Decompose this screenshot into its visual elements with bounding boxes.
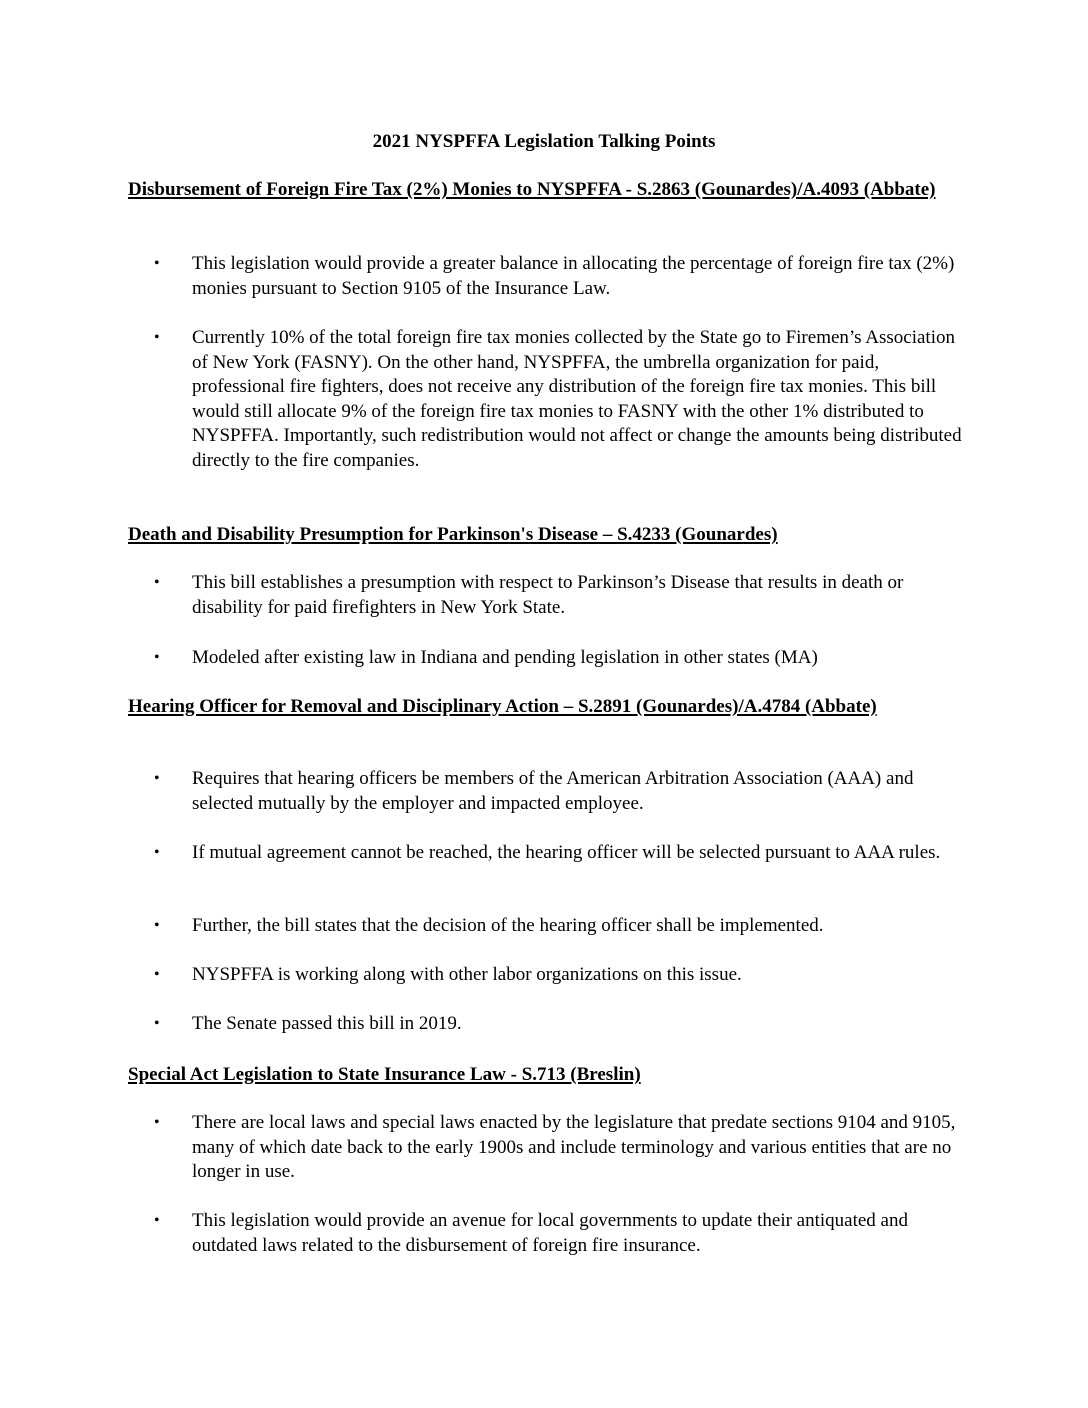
bullet-text: Requires that hearing officers be members of the American Arbitration Association (AAA) and selected mutually by the employer and impacted employee. <box>192 768 914 814</box>
section-heading-special-act: Special Act Legislation to State Insurance Law - S.713 (Breslin) <box>128 1064 641 1085</box>
list-item <box>128 326 968 473</box>
list-item <box>128 914 968 939</box>
bullet-icon: • <box>154 844 160 861</box>
bullet-text: The Senate passed this bill in 2019. <box>192 1013 462 1034</box>
list-item <box>128 963 968 988</box>
bullet-text: This legislation would provide an avenue for local governments to update their antiquated and outdated laws related to the disbursement of foreign fire insurance. <box>192 1210 908 1256</box>
bullet-text: This legislation would provide a greater balance in allocating the percentage of foreign fire tax (2%) monies pursuant to Section 9105 of the Insurance Law. <box>192 253 955 299</box>
bullet-icon: • <box>154 1114 160 1131</box>
bullet-icon: • <box>154 1212 160 1229</box>
bullet-icon: • <box>154 649 160 666</box>
bullet-text: Modeled after existing law in Indiana and pending legislation in other states (MA) <box>192 647 818 668</box>
section-heading-hearing-officer: Hearing Officer for Removal and Disciplinary Action – S.2891 (Gounardes)/A.4784 (Abbate) <box>128 696 877 717</box>
list-item <box>128 1209 968 1258</box>
list-item <box>128 1012 968 1037</box>
list-item <box>128 252 968 301</box>
bullet-text: If mutual agreement cannot be reached, the hearing officer will be selected pursuant to AAA rules. <box>192 842 941 863</box>
bullet-text: Currently 10% of the total foreign fire tax monies collected by the State go to Firemen’s Association of New York (FASNY). On the other hand, NYSPFFA, the umbrella organization for paid, professional fire fighters, does not receive any distribution of the foreign fire tax monies. This bill would still allocate 9% of the foreign fire tax monies to FASNY with the other 1% distributed to NYSPFFA. Importantly, such redistribution would not affect or change the amounts being distributed directly to the fire companies. <box>192 327 962 471</box>
bullet-icon: • <box>154 574 160 591</box>
list-item <box>128 767 968 816</box>
bullet-icon: • <box>154 255 160 272</box>
bullet-text: This bill establishes a presumption with respect to Parkinson’s Disease that results in death or disability for paid firefighters in New York State. <box>192 572 904 618</box>
list-item <box>128 646 968 671</box>
bullet-icon: • <box>154 770 160 787</box>
bullet-text: There are local laws and special laws enacted by the legislature that predate sections 9104 and 9105, many of which date back to the early 1900s and include terminology and various entities that are no longer in use. <box>192 1112 956 1182</box>
document-title: 2021 NYSPFFA Legislation Talking Points <box>372 131 716 152</box>
list-item <box>128 1111 968 1185</box>
bullet-icon: • <box>154 917 160 934</box>
list-item <box>128 841 968 866</box>
bullet-icon: • <box>154 329 160 346</box>
bullet-icon: • <box>154 1015 160 1032</box>
bullet-text: Further, the bill states that the decision of the hearing officer shall be implemented. <box>192 915 824 936</box>
section-heading-parkinsons: Death and Disability Presumption for Parkinson's Disease – S.4233 (Gounardes) <box>128 524 778 545</box>
list-item <box>128 571 968 620</box>
section-heading-foreign-fire-tax: Disbursement of Foreign Fire Tax (2%) Monies to NYSPFFA - S.2863 (Gounardes)/A.4093 (Abbate) <box>128 179 936 200</box>
bullet-text: NYSPFFA is working along with other labor organizations on this issue. <box>192 964 742 985</box>
bullet-icon: • <box>154 966 160 983</box>
